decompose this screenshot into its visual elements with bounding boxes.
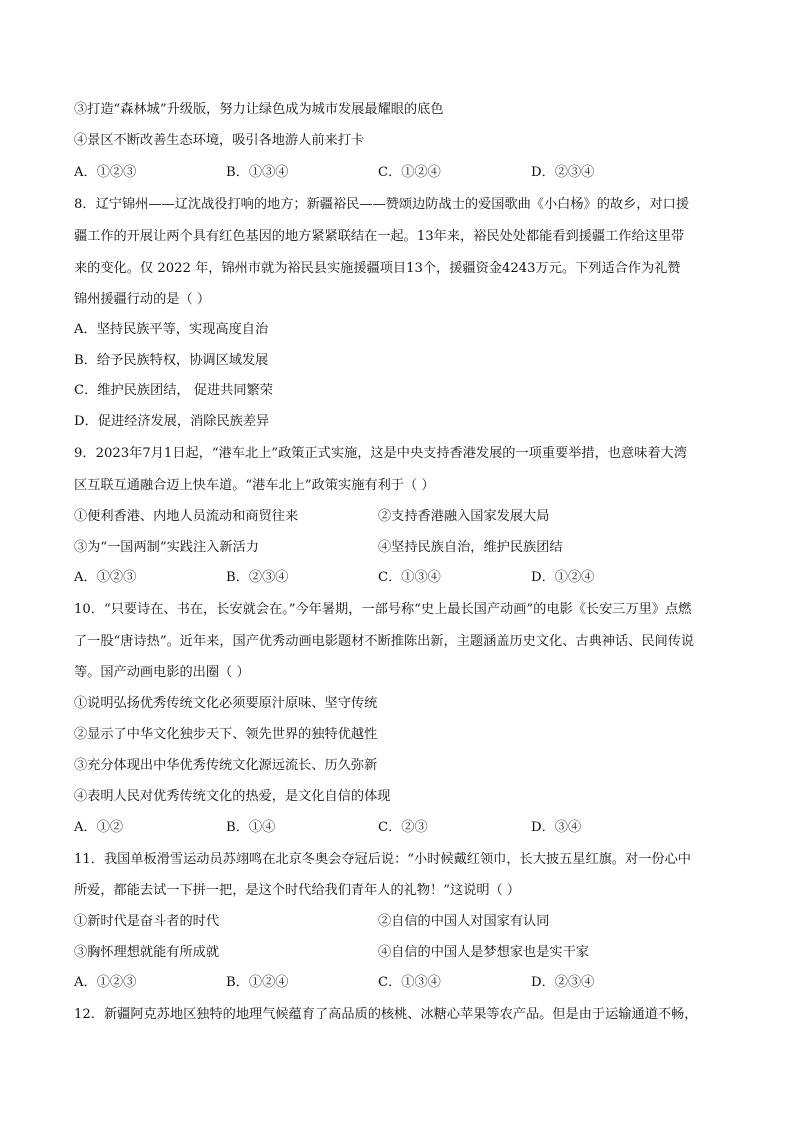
q10-item-3: ③充分体现出中华优秀传统文化源远流长、历久弥新 [74, 758, 378, 773]
q8-option-d: D．促进经济发展，消除民族差异 [74, 414, 270, 429]
q10-option-d: D．③④ [531, 820, 582, 835]
q9-option-a: A．①②③ [74, 570, 137, 585]
q11-option-c: C．①③④ [378, 975, 441, 990]
q9-item-1: ①便利香港、内地人员流动和商贸往来 [74, 509, 299, 524]
q8-line-2: 疆工作的开展让两个具有红色基因的地方紧紧联结在一起。13年来，裕民处处都能看到援疆工作给这里带 [74, 229, 685, 244]
q9-item-2: ②支持香港融入国家发展大局 [378, 509, 550, 524]
q8-line-4: 锦州援疆行动的是（ ） [74, 292, 211, 307]
q11-option-d: D．②③④ [531, 975, 595, 990]
q10-line-3: 等。国产动画电影的出圈（ ） [74, 665, 250, 680]
q11-option-a: A．①②③ [74, 975, 137, 990]
q11-item-3: ③胸怀理想就能有所成就 [74, 945, 220, 960]
q10-item-1: ①说明弘扬优秀传统文化必须要原汁原味、坚守传统 [74, 696, 378, 711]
q10-option-b: B．①④ [226, 820, 276, 835]
q11-option-b: B．①②④ [226, 975, 289, 990]
q9-item-3: ③为“一国两制”实践注入新活力 [74, 540, 259, 555]
q10-option-a: A．①② [74, 820, 124, 835]
q7-option-c: C．①②④ [378, 165, 441, 180]
q10-item-2: ②显示了中华文化独步天下、领先世界的独特优越性 [74, 727, 378, 742]
q10-line-1: 10．“只要诗在、书在，长安就会在。”今年暑期，一部号称“史上最长国产动画”的电影《长安三万里》点燃 [74, 602, 692, 617]
q9-item-4: ④坚持民族自治，维护民族团结 [378, 540, 563, 555]
q7-option-a: A．①②③ [74, 165, 137, 180]
q11-line-1: 11．我国单板滑雪运动员苏翊鸣在北京冬奥会夺冠后说：“小时候戴红领巾，长大披五星红旗。对一份心中 [74, 852, 691, 867]
q7-option-b: B．①③④ [226, 165, 289, 180]
q11-item-4: ④自信的中国人是梦想家也是实干家 [378, 945, 589, 960]
q7-option-d: D．②③④ [531, 165, 595, 180]
q8-line-1: 8．辽宁锦州——辽沈战役打响的地方；新疆裕民——赞颂边防战士的爱国歌曲《小白杨》的故乡，对口援 [74, 197, 690, 212]
q11-item-2: ②自信的中国人对国家有认同 [378, 914, 550, 929]
q7-item-3: ③打造“森林城”升级版，努力让绿色成为城市发展最耀眼的底色 [74, 102, 444, 117]
q11-line-2: 所爱，都能去试一下拼一把，是这个时代给我们青年人的礼物！”这说明（ ） [74, 883, 521, 898]
q10-line-2: 了一股“唐诗热”。近年来，国产优秀动画电影题材不断推陈出新，主题涵盖历史文化、古典神话、民间传说 [74, 634, 695, 649]
q8-option-c: C．维护民族团结， 促进共同繁荣 [74, 383, 273, 398]
q8-line-3: 来的变化。仅 2022 年，锦州市就为裕民县实施援疆项目13个，援疆资金4243万元。下列适合作为礼赞 [74, 261, 681, 276]
q7-item-4: ④景区不断改善生态环境，吸引各地游人前来打卡 [74, 133, 365, 148]
q8-option-b: B．给予民族特权，协调区域发展 [74, 353, 269, 368]
q10-option-c: C．②③ [378, 820, 428, 835]
q12-line-1: 12．新疆阿克苏地区独特的地理气候蕴育了高品质的核桃、冰糖心苹果等农产品。但是由于运输通道不畅， [74, 1007, 698, 1022]
q9-option-b: B．②③④ [226, 570, 289, 585]
q9-option-d: D．①②④ [531, 570, 595, 585]
q10-item-4: ④表明人民对优秀传统文化的热爱，是文化自信的体现 [74, 789, 391, 804]
q11-item-1: ①新时代是奋斗者的时代 [74, 914, 220, 929]
q9-option-c: C．①③④ [378, 570, 441, 585]
q9-line-2: 区互联互通融合迈上快车道。“港车北上”政策实施有利于（ ） [74, 478, 435, 493]
q8-option-a: A．坚持民族平等，实现高度自治 [74, 322, 269, 337]
q9-line-1: 9．2023年7月1日起，“港车北上”政策正式实施，这是中央支持香港发展的一项重要举措，也意味着大湾 [74, 446, 687, 461]
